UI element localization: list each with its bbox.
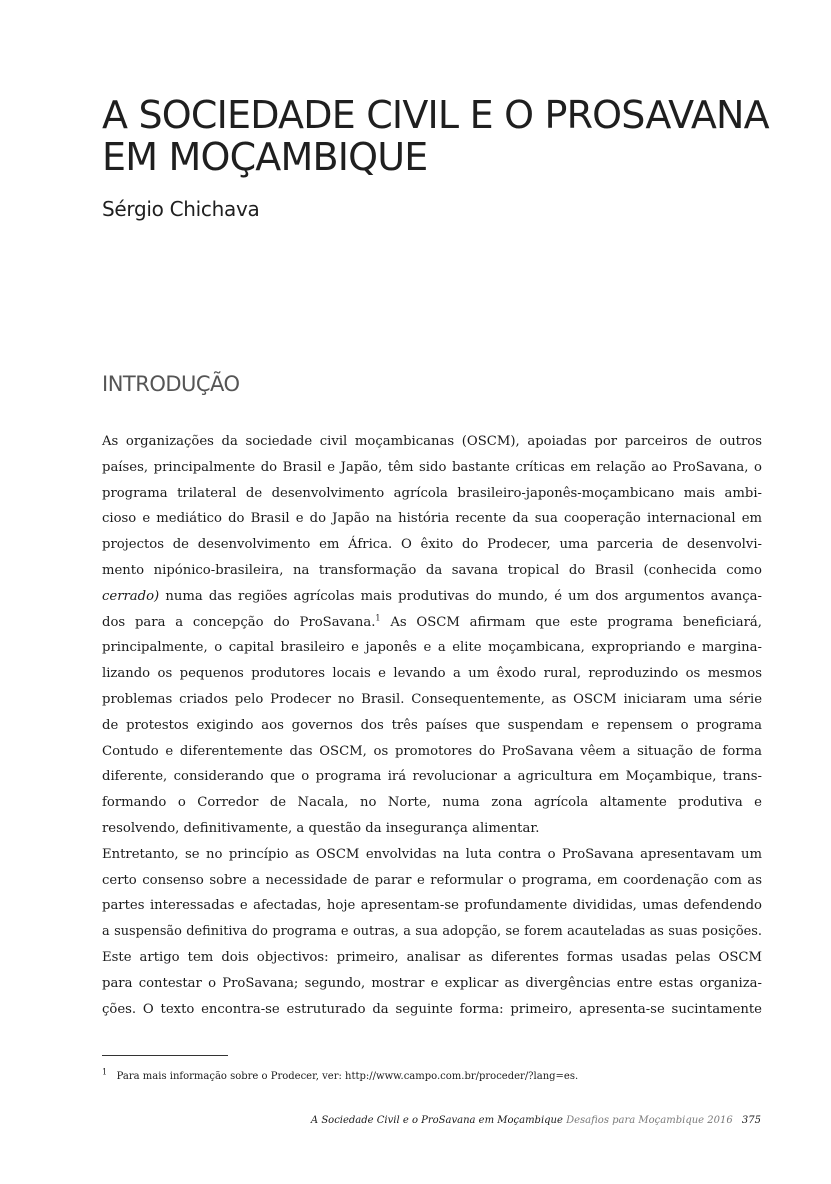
body-line-with-italic (102, 584, 762, 610)
body-line: ções. O texto encontra-se estruturado da seguinte forma: primeiro, apresenta-se sucintamente (102, 1001, 762, 1017)
footer-publication: Desafios para Moçambique 2016 (566, 1115, 733, 1126)
body-line-with-footnote-ref (102, 610, 762, 636)
body-line: lizando os pequenos produtores locais e levando a um êxodo rural, reproduzindo os mesmos (102, 666, 762, 682)
page-number: 375 (741, 1115, 761, 1126)
body-line: As organizações da sociedade civil moçambicanas (OSCM), apoiadas por parceiros de outros (102, 434, 762, 449)
body-line: principalmente, o capital brasileiro e japonês e a elite moçambicana, expropriando e margina- (102, 640, 762, 656)
body-line: Este artigo tem dois objectivos: primeiro, analisar as diferentes formas usadas pelas OSCM (102, 949, 762, 965)
footnote (102, 1067, 579, 1084)
section-heading: INTRODUÇÃO (102, 372, 240, 396)
body-line-segment: numa das regiões agrícolas mais produtivas do mundo, é um dos argumentos avança- (165, 588, 762, 604)
body-line: partes interessadas e afectadas, hoje apresentam-se profundamente divididas, umas defendendo (102, 898, 762, 914)
body-line: Entretanto, se no princípio as OSCM envolvidas na luta contra o ProSavana apresentavam um (102, 846, 762, 862)
body-line-segment: As OSCM afirmam que este programa beneficiará, (390, 614, 762, 630)
footnote-reference[interactable]: 1 (375, 613, 381, 623)
article-title (102, 93, 769, 179)
body-line: formando o Corredor de Nacala, no Norte, numa zona agrícola altamente produtiva e (102, 795, 762, 811)
author-name: Sérgio Chichava (102, 197, 260, 221)
body-line: projectos de desenvolvimento em África. O êxito do Prodecer, uma parceria de desenvolvi- (102, 537, 762, 553)
footnote-number: 1 (102, 1067, 108, 1077)
running-footer (311, 1114, 761, 1128)
body-line: cioso e mediático do Brasil e do Japão na história recente da sua cooperação internacional em (102, 511, 762, 527)
footnote-text: Para mais informação sobre o Prodecer, ver: http://www.campo.com.br/proceder/?lang=es. (116, 1071, 579, 1082)
body-line: certo consenso sobre a necessidade de parar e reformular o programa, em coordenação com as (102, 872, 762, 888)
body-line: diferente, considerando que o programa irá revolucionar a agricultura em Moçambique, trans- (102, 769, 762, 785)
body-line-segment: dos para a concepção do ProSavana. (102, 614, 376, 630)
body-line: para contestar o ProSavana; segundo, mostrar e explicar as divergências entre estas organiza- (102, 975, 762, 991)
body-text (102, 429, 762, 1022)
body-line: problemas criados pelo Prodecer no Brasil. Consequentemente, as OSCM iniciaram uma série (102, 691, 762, 707)
body-line: programa trilateral de desenvolvimento agrícola brasileiro-japonês-moçambicano mais ambi- (102, 485, 762, 501)
article-title-line-1: A SOCIEDADE CIVIL E O PROSAVANA (102, 93, 769, 137)
footnote-divider (102, 1055, 228, 1056)
body-line: mento nipónico-brasileira, na transformação da savana tropical do Brasil (conhecida como (102, 562, 762, 578)
italic-term: cerrado) (102, 588, 160, 604)
footer-article-title: A Sociedade Civil e o ProSavana em Moçambique (310, 1115, 563, 1126)
body-line: países, principalmente do Brasil e Japão, têm sido bastante críticas em relação ao ProSavana, o (102, 459, 762, 475)
body-line: Contudo e diferentemente das OSCM, os promotores do ProSavana vêem a situação de forma (102, 743, 762, 759)
body-line: a suspensão definitiva do programa e outras, a sua adopção, se forem acauteladas as suas posições. (102, 924, 762, 940)
body-line: de protestos exigindo aos governos dos três países que suspendam e repensem o programa (102, 717, 762, 733)
body-line: resolvendo, definitivamente, a questão da insegurança alimentar. (102, 820, 540, 836)
article-title-line-2: EM MOÇAMBIQUE (102, 135, 428, 179)
